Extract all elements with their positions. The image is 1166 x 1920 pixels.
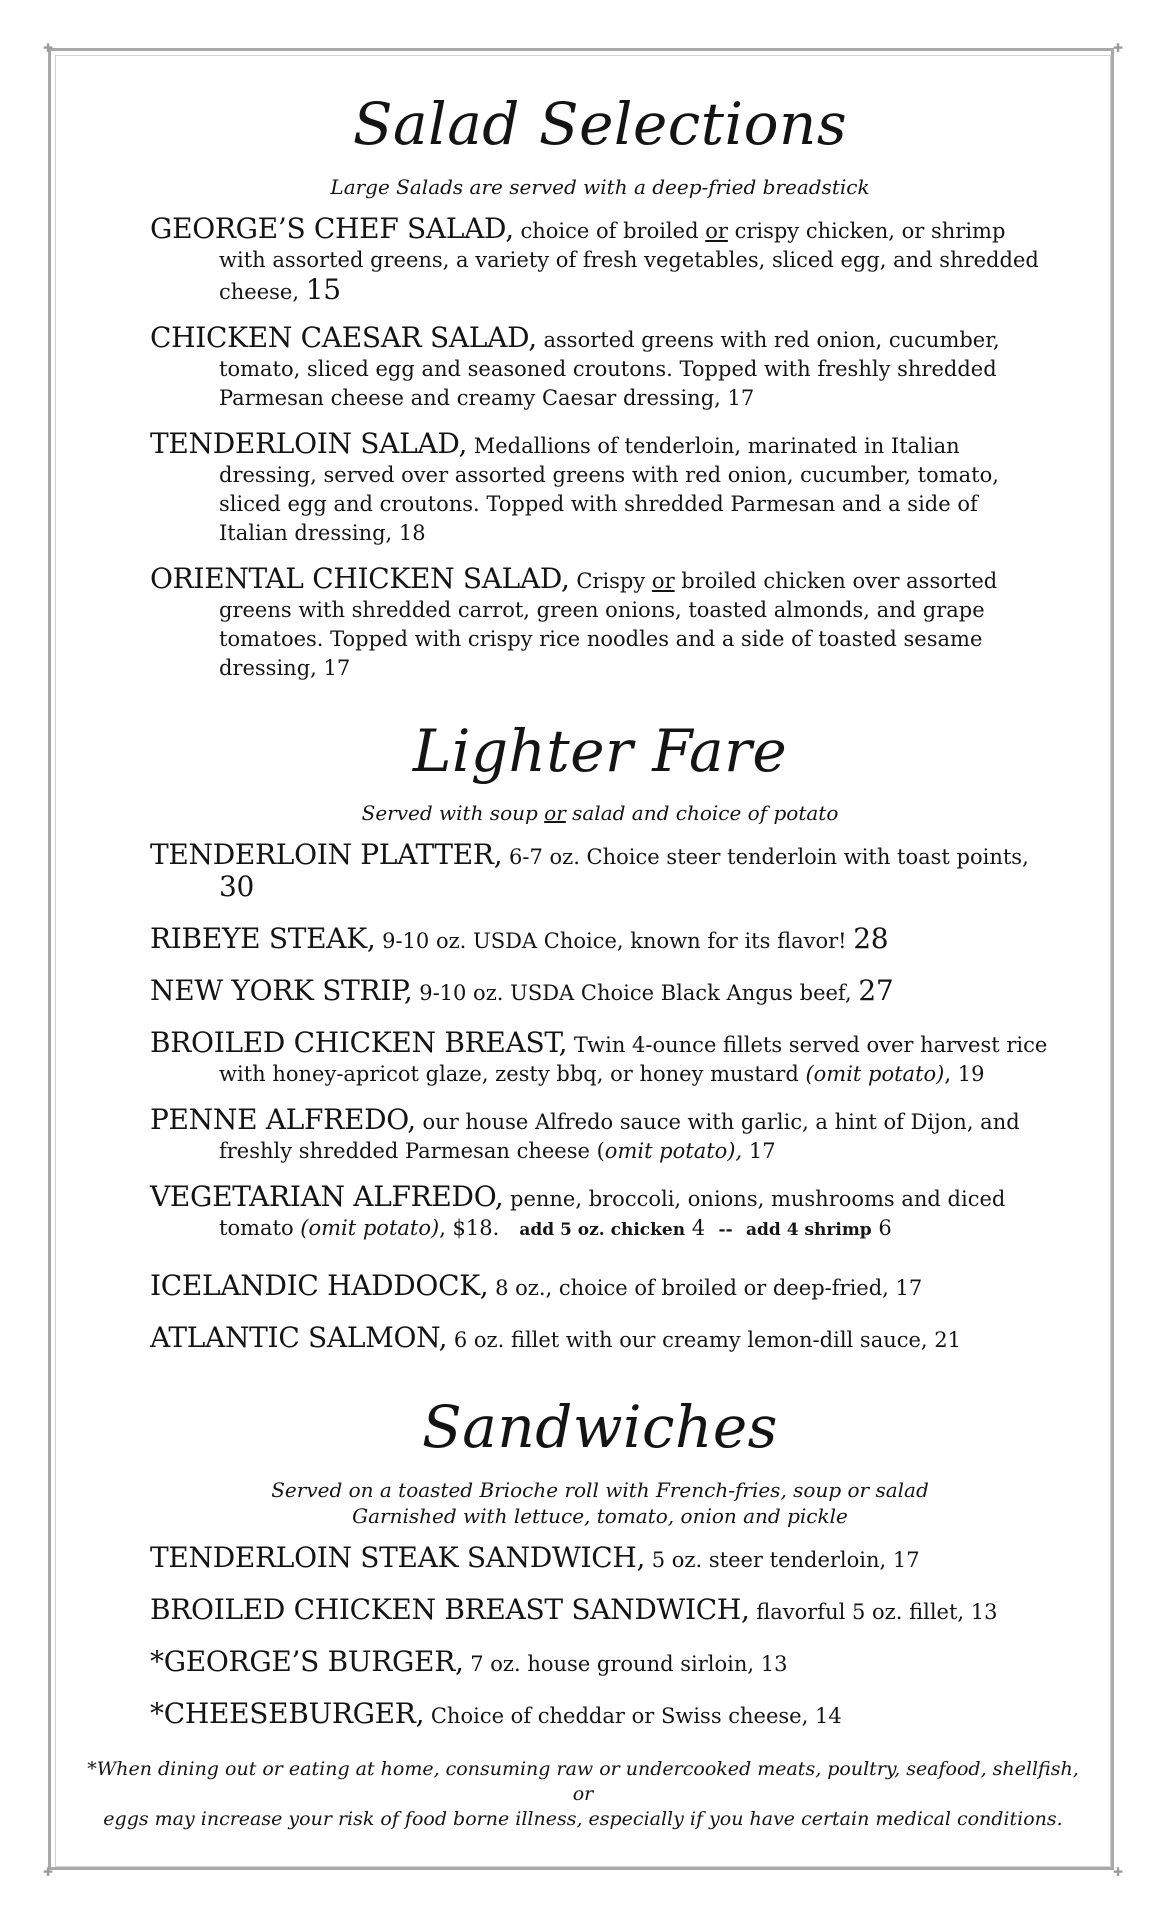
item-name: GEORGE’S CHEF SALAD, (150, 211, 514, 245)
menu-item (150, 924, 1050, 956)
spacer (150, 699, 1050, 717)
menu-item (150, 1105, 1050, 1166)
item-name: *GEORGE’S BURGER, (150, 1644, 464, 1678)
menu-item (150, 426, 1050, 548)
item-name: ICELANDIC HADDOCK, (150, 1269, 489, 1303)
subtitle-text: Served with soup (361, 801, 545, 826)
section-title-sandwiches: Sandwiches (422, 1393, 778, 1462)
item-description: 7 oz. house ground sirloin, (463, 1651, 761, 1676)
item-price: 30 (219, 870, 255, 904)
menu-item (150, 1182, 1050, 1245)
item-description: Choice of cheddar or Swiss cheese, (424, 1703, 815, 1728)
item-name: CHICKEN CAESAR SALAD, (150, 320, 537, 354)
item-name: PENNE ALFREDO, (150, 1103, 416, 1137)
item-name: TENDERLOIN SALAD, (150, 426, 468, 460)
item-description: 8 oz., choice of broiled or deep-fried, (488, 1276, 896, 1301)
item-price: 19 (957, 1062, 985, 1087)
item-price: 13 (760, 1651, 788, 1676)
spacer (150, 1375, 1050, 1393)
addon-price: 4 (691, 1216, 706, 1241)
subtitle-emphasis: or (544, 801, 566, 826)
menu-item (150, 1592, 1050, 1627)
corner-ornament-icon: ✚ (1112, 41, 1124, 55)
item-price: 17 (892, 1547, 920, 1572)
addon-price: 6 (878, 1216, 892, 1241)
menu-item (150, 1696, 1050, 1731)
section-subtitle-sandwiches (150, 1477, 1050, 1529)
item-description-emphasis: or (705, 218, 728, 243)
item-price: 17 (727, 385, 755, 410)
item-name: ATLANTIC SALMON, (150, 1321, 448, 1355)
subtitle-text: salad and choice of potato (565, 801, 839, 826)
item-note: (omit potato) (300, 1216, 440, 1241)
item-price: 13 (970, 1599, 998, 1624)
item-price: 18 (398, 520, 426, 545)
section-title-salads: Salad Selections (352, 90, 848, 158)
item-price: 17 (895, 1276, 923, 1301)
item-description: our house Alfredo sauce with garlic, a hint of Dijon, and freshly shredded Parmesan cheese ( (219, 1110, 1020, 1164)
addon-separator: -- (718, 1220, 733, 1241)
item-description: 5 oz. steer tenderloin, (645, 1547, 893, 1572)
item-price: 15 (305, 272, 341, 306)
disclaimer-line-2: eggs may increase your risk of food borne illness, especially if you have certain medical conditions. (103, 1808, 1063, 1830)
item-name: TENDERLOIN STEAK SANDWICH, (150, 1540, 646, 1574)
menu-item (150, 561, 1050, 683)
item-note: (omit potato) (805, 1062, 945, 1087)
corner-ornament-icon: ✚ (1112, 1865, 1124, 1879)
subtitle-line-1: Served on a toasted Brioche roll with French-fries, soup or salad (271, 1477, 929, 1502)
item-price: 17 (323, 655, 351, 680)
item-description: penne, broccoli, onions, mushrooms and diced tomato (219, 1187, 1006, 1241)
addon-label: add 4 shrimp (746, 1220, 872, 1241)
item-description: flavorful 5 oz. fillet, (749, 1599, 971, 1624)
item-name: NEW YORK STRIP, (150, 974, 413, 1008)
menu-item (150, 1540, 1050, 1575)
item-description: Crispy (569, 568, 652, 593)
addon-label: add 5 oz. chicken (519, 1220, 686, 1241)
item-price: 28 (853, 922, 889, 956)
subtitle-line-2: Garnished with lettuce, tomato, onion and pickle (352, 1503, 848, 1528)
item-price: 27 (858, 974, 894, 1008)
item-description: 6-7 oz. Choice steer tenderloin with toast points, (502, 845, 1029, 870)
section-title-lighter-fare: Lighter Fare (412, 716, 788, 785)
item-description-emphasis: or (651, 568, 675, 593)
item-description: 9-10 oz. USDA Choice Black Angus beef, (412, 981, 859, 1006)
item-separator: , (944, 1062, 958, 1087)
section-subtitle-lighter-fare (150, 800, 1050, 826)
item-description: 6 oz. fillet with our creamy lemon-dill sauce, (447, 1328, 935, 1353)
item-separator (742, 1139, 749, 1163)
item-description: crispy chicken, or shrimp with assorted greens, a variety of fresh vegetables, sliced egg, and shredded cheese, (219, 218, 1039, 304)
menu-item (150, 840, 1050, 904)
food-safety-disclaimer (80, 1757, 1086, 1832)
item-price: $18. (452, 1216, 500, 1241)
item-description: Medallions of tenderloin, marinated in Italian dressing, served over assorted greens with red onion, cucumber, tomato, sliced egg and croutons. Topped with shredded Parmesan and a side of Italian dressing, (219, 433, 999, 545)
item-name: *CHEESEBURGER, (150, 1696, 425, 1730)
item-separator: , (439, 1216, 453, 1241)
item-name: ORIENTAL CHICKEN SALAD, (150, 561, 570, 595)
menu-item (150, 1323, 1050, 1355)
item-price: 14 (814, 1703, 842, 1728)
corner-ornament-icon: ✚ (42, 41, 54, 55)
item-name: BROILED CHICKEN BREAST, (150, 1026, 568, 1060)
menu-item (150, 1644, 1050, 1679)
item-description: choice of broiled (513, 218, 706, 243)
item-note: omit potato), (604, 1139, 743, 1164)
menu-item (150, 1028, 1050, 1089)
item-price: 17 (748, 1139, 776, 1164)
menu-item (150, 320, 1050, 413)
item-name: BROILED CHICKEN BREAST SANDWICH, (150, 1592, 750, 1626)
menu-item (150, 211, 1050, 307)
menu-item (150, 976, 1050, 1008)
item-name: TENDERLOIN PLATTER, (150, 838, 503, 872)
item-description: assorted greens with red onion, cucumber, tomato, sliced egg and seasoned croutons. Topped with freshly shredded Parmesan cheese and creamy Caesar dressing, (219, 327, 1000, 410)
corner-ornament-icon: ✚ (42, 1865, 54, 1879)
item-description: broiled chicken over assorted greens with shredded carrot, green onions, toasted almonds, and grape tomatoes. Topped with crispy rice noodles and a side of toasted sesame dressing, (219, 568, 998, 680)
item-price: 21 (934, 1328, 962, 1353)
menu-item (150, 1271, 1050, 1303)
item-description: Twin 4-ounce fillets served over harvest rice with honey-apricot glaze, zesty bbq, or honey mustard (219, 1033, 1048, 1087)
item-name: RIBEYE STEAK, (150, 922, 376, 956)
disclaimer-line-1: *When dining out or eating at home, consuming raw or undercooked meats, poultry, seafood, shellfish, or (87, 1758, 1079, 1805)
item-name: VEGETARIAN ALFREDO, (150, 1180, 504, 1214)
item-description: 9-10 oz. USDA Choice, known for its flavor! (375, 929, 854, 954)
menu-content (150, 90, 1050, 1751)
section-subtitle-salads: Large Salads are served with a deep-fried breadstick (330, 174, 870, 199)
